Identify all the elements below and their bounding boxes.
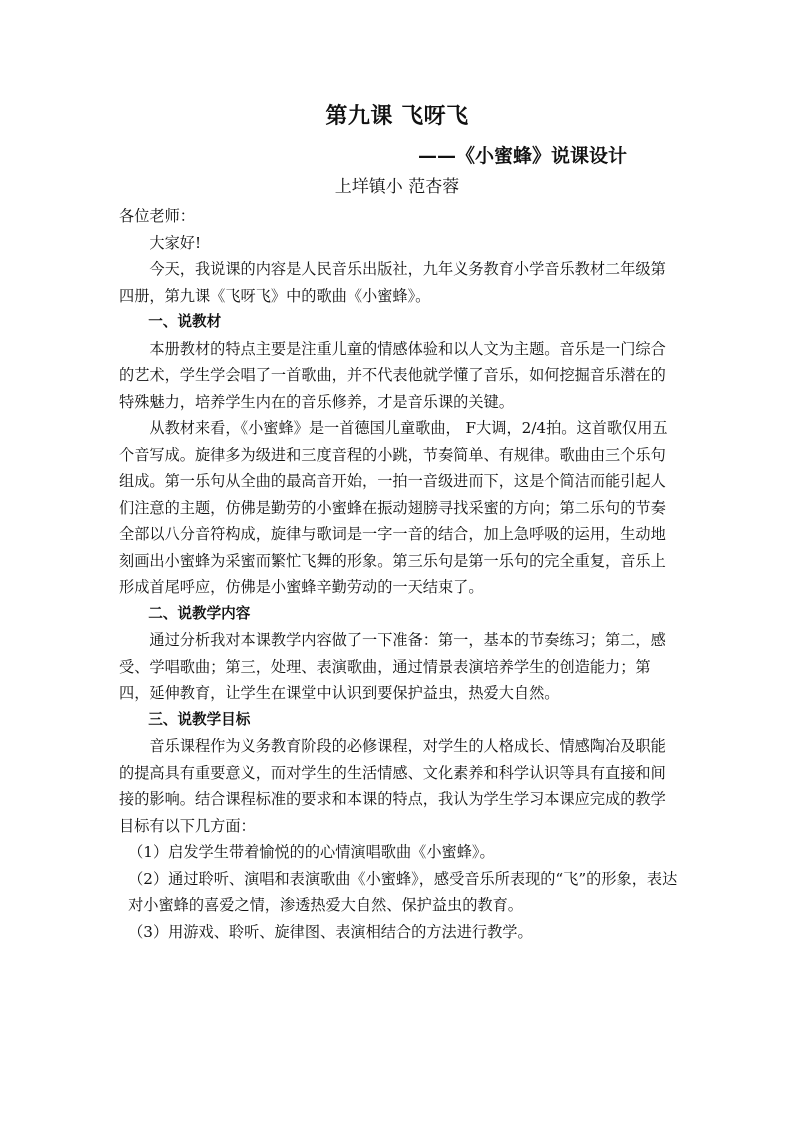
paragraph: 本册教材的特点主要是注重儿童的情感体验和以人文为主题。音乐是一门综合的艺术，学生学会唱了一首歌曲，并不代表他就学懂了音乐，如何挖掘音乐潜在的特殊魅力，培养学生内在的音乐修养，才是音乐课的关键。 [119,339,666,411]
objective-item: （1）启发学生带着愉悦的的心情演唱歌曲《小蜜蜂》。 [128,843,495,861]
section-heading-content: 二、说教学内容 [148,604,251,622]
intro-paragraph: 今天，我说课的内容是人民音乐出版社，九年义务教育小学音乐教材二年级第四册，第九课《飞呀飞》中的歌曲《小蜜蜂》。 [119,260,666,305]
author-line: 上垟镇小 范杏蓉 [334,177,460,197]
paragraph: 从教材来看，《小蜜蜂》是一首德国儿童歌曲， F大调，2/4拍。这首歌仅用五个音写成。旋律多为级进和三度音程的小跳，节奏简单、有规律。歌曲由三个乐句组成。第一乐句从全曲的最高音开始，一拍一音级进而下，这是个简洁而能引起人们注意的主题，仿佛是勤劳的小蜜蜂在振动翅膀寻找采蜜的方向；第二乐句的节奏全部以八分音符构成，旋律与歌词是一字一音的结合，加上急呼吸的运用，生动地刻画出小蜜蜂为采蜜而繁忙飞舞的形象。第三乐句是第一乐句的完全重复，音乐上形成首尾呼应，仿佛是小蜜蜂辛勤劳动的一天结束了。 [119,419,668,596]
greeting: 各位老师： [119,207,195,225]
document-body [119,203,679,945]
paragraph: 通过分析我对本课教学内容做了一下准备：第一，基本的节奏练习；第二，感受、学唱歌曲；第三，处理、表演歌曲，通过情景表演培养学生的创造能力；第四，延伸教育，让学生在课堂中认识到要保护益虫，热爱大自然。 [119,631,666,702]
document-subtitle: ——《小蜜蜂》说课设计 [418,145,628,167]
section-heading-textbook: 一、说教材 [148,313,222,330]
document-title: 第九课 飞呀飞 [325,103,469,129]
hello-paragraph: 大家好! [149,233,202,252]
section-heading-objectives: 三、说教学目标 [148,710,251,728]
objective-item: （3）用游戏、聆听、旋律图、表演相结合的方法进行教学。 [128,922,533,941]
paragraph: 音乐课程作为义务教育阶段的必修课程，对学生的人格成长、情感陶冶及职能的提高具有重要意义，而对学生的生活情感、文化素养和科学认识等具有直接和间接的影响。结合课程标准的要求和本课的特点，我认为学生学习本课应完成的教学目标有以下几方面： [119,737,666,835]
objective-item: （2）通过聆听、演唱和表演歌曲《小蜜蜂》，感受音乐所表现的“飞”的形象，表达对小蜜蜂的喜爱之情，渗透热爱大自然、保护益虫的教育。 [128,869,678,914]
